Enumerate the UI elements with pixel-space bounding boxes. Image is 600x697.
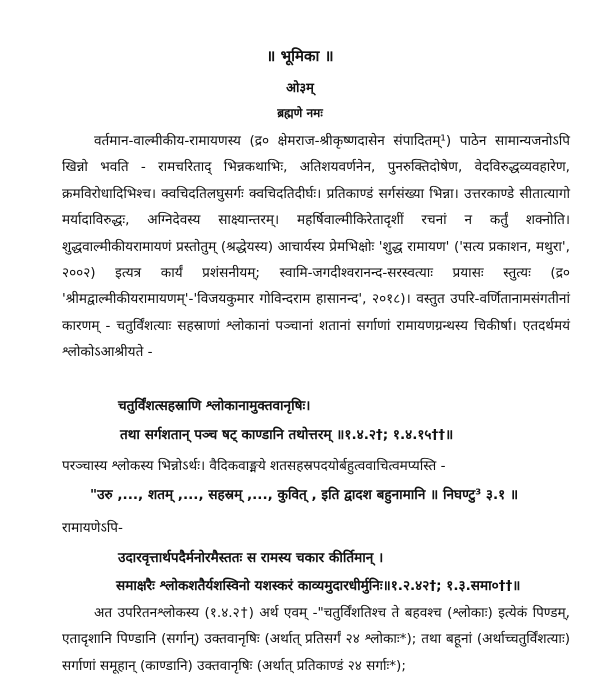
explanation-paragraph-text: अत उपरितनश्लोकस्य (१.४.२†) अर्थ एवम् -"चतुर्विंशतिश्च ते बहवश्च (श्लोकाः) इत्येकं पिण्डम्, एतादृशानि पिण्डानि (सर्गान्) उक्तवानृषिः (अर्थात् प्रतिसर्गं २४ श्लोकाः*); तथा बहूनां (अर्थाच्चतुर्विंशत्याः) सर्गाणां समूहान् (काण्डानि) उक्तवानृषिः (अर्थात् प्रतिकाण्डं २४ सर्गाः*); bbox=[62, 605, 570, 674]
nighantu-quote: "उरु ,..., शतम् ,..., सहस्रम् ,..., कुवित् , इति द्वादश बहुनामानि ॥ निघण्टु³ ३.१ ॥ bbox=[90, 487, 519, 503]
verse-line-1: चतुर्विंशत्सहस्राणि श्लोकानामुक्तवानृषिः। bbox=[118, 398, 311, 414]
text-line-2: रामायणेऽपि- bbox=[62, 520, 123, 536]
explanation-paragraph bbox=[62, 600, 570, 679]
intro-paragraph-text: वर्तमान-वाल्मीकीय-रामायणस्य (द्र० क्षेमराज-श्रीकृष्णदासेन संपादितम्¹) पाठेन सामान्यजनोऽपि खिन्नो भवति - रामचरिताद् भिन्नकथाभिः, अतिशयवर्णनेन, पुनरुक्तिदोषेण, वेदविरुद्धव्यवहारेण, क्रमविरोधादिभिश्च। क्वचिदतिलघुसर्गः क्वचिदतिदीर्घः। प्रतिकाण्डं सर्गसंख्या भिन्ना। उत्तरकाण्डे सीतात्यागो मर्यादाविरुद्धः, अग्निदेवस्य साक्ष्यान्तरम्। महर्षिवाल्मीकिरेतादृशीं रचनां न कर्तुं शक्नोति। शुद्धवाल्मीकीयरामायणं प्रस्तोतुम् (श्रद्धेयस्य) आचार्यस्य प्रेमभिक्षोः 'शुद्ध रामायण' ('सत्य प्रकाशन, मथुरा', २००२) इत्यत्र कार्यं प्रशंसनीयम्; स्वामि-जगदीश्वरानन्द-सरस्वत्याः प्रयासः स्तुत्यः (द्र० 'श्रीमद्वाल्मीकीयरामायणम्'-'विजयकुमार गोविन्दराम हासानन्द', २०१८)। वस्तुत उपरि-वर्णितानामसंगतीनां कारणम् - चतुर्विंशत्याः सहस्राणां श्लोकानां पञ्चानां शतानां सर्गाणां रामायणग्रन्थस्य चिकीर्षा। एतदर्थमयं श्लोकोऽआश्रीयते - bbox=[62, 133, 570, 361]
text-line-1: परञ्चास्य श्लोकस्य भिन्नोऽर्थः। वैदिकवाङ्मये शतसहस्रपदयोर्बहुत्ववाचित्वमप्यस्ति - bbox=[62, 458, 446, 474]
verse-line-3: उदारवृत्तार्थपदैर्मनोरमैस्ततः स रामस्य चकार कीर्तिमान् । bbox=[118, 550, 384, 566]
verse-line-2: तथा सर्गशतान् पञ्च षट् काण्डानि तथोत्तरम् ॥१.४.२†; १.४.१५††॥ bbox=[120, 427, 454, 443]
intro-paragraph bbox=[62, 128, 570, 366]
om-heading: ओ३म् bbox=[286, 81, 314, 96]
verse-line-4: समाक्षरैः श्लोकशतैर्यशस्विनो यशस्करं काव्यमुदारधीर्मुनिः॥१.२.४२†; १.३.समा०††॥ bbox=[116, 578, 521, 594]
page-title: ॥ भूमिका ॥ bbox=[266, 47, 334, 65]
invocation-heading: ब्रह्मणे नमः bbox=[277, 106, 323, 120]
